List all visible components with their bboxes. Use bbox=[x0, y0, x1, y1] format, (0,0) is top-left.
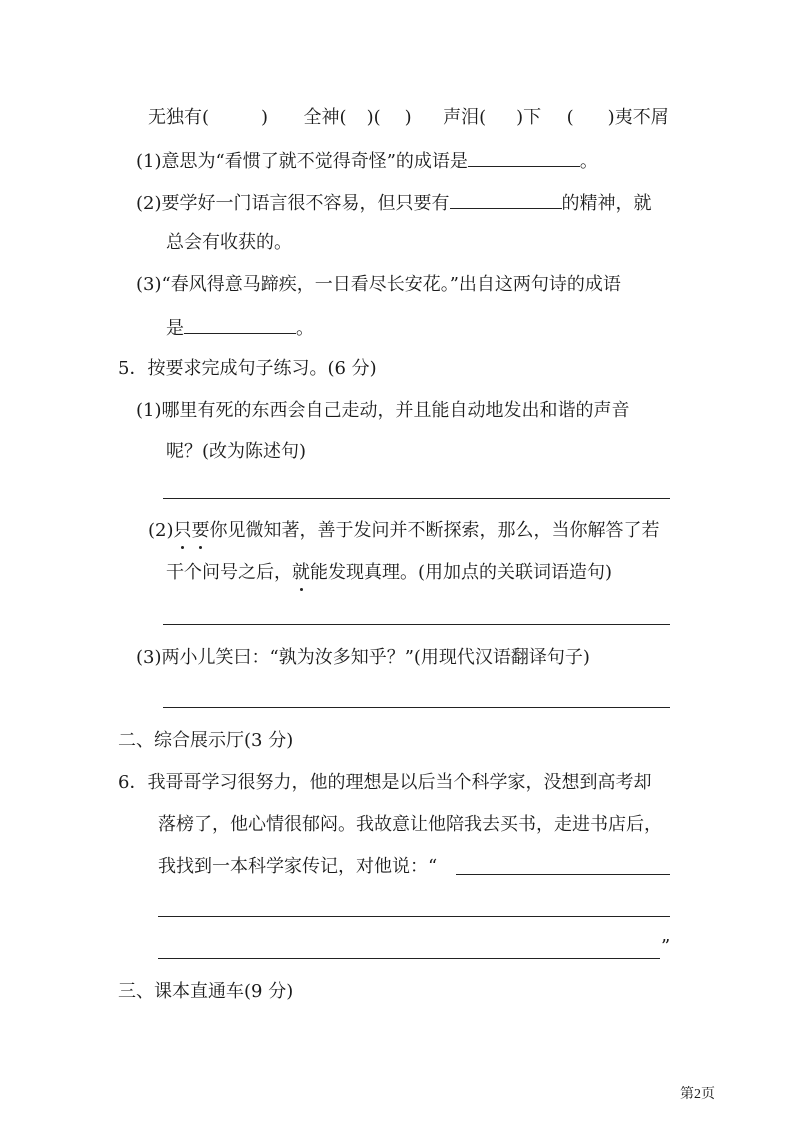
q5-item-1-line1: (1)哪里有死的东西会自己走动，并且能自动地发出和谐的声音 bbox=[136, 400, 630, 421]
q4-item-2-cont: 总会有收获的。 bbox=[166, 232, 292, 253]
q5-item-2-line2: 干个问号之后，就能发现真理。(用加点的关联词语造句) bbox=[166, 562, 613, 583]
q5-title: 5．按要求完成句子练习。(6 分) bbox=[118, 358, 377, 379]
answer-line-q6-2[interactable] bbox=[158, 916, 670, 917]
q4-item-1: (1)意思为“看惯了就不觉得奇怪”的成语是 。 bbox=[136, 148, 598, 172]
idiom-1: 无独有( ) bbox=[148, 107, 269, 128]
q6-line2: 落榜了，他心情很郁闷。我故意让他陪我去买书，走进书店后， bbox=[158, 814, 662, 835]
idiom-4: ( )夷不屑 bbox=[566, 107, 669, 128]
answer-line-q5-1[interactable] bbox=[163, 498, 670, 499]
idiom-2: 全神( )( ) bbox=[303, 107, 412, 128]
emphasis-dot-char: 只 bbox=[173, 520, 192, 541]
section-2-title: 二、综合展示厅(3 分) bbox=[118, 730, 294, 751]
q6-line3: 我找到一本科学家传记，对他说：“ bbox=[158, 856, 438, 877]
answer-line-q6-3[interactable] bbox=[158, 958, 660, 959]
idiom-row bbox=[148, 106, 669, 130]
answer-line-q5-2[interactable] bbox=[163, 624, 670, 625]
q5-item-3-line1: (3)两小儿笑曰：“孰为汝多知乎？”(用现代汉语翻译句子) bbox=[136, 647, 590, 668]
section-3-title: 三、课本直通车(9 分) bbox=[118, 981, 294, 1002]
idiom-3: 声泪( )下 bbox=[443, 107, 542, 128]
answer-blank[interactable] bbox=[468, 148, 580, 167]
q4-item-3: (3)“春风得意马蹄疾，一日看尽长安花。”出自这两句诗的成语 bbox=[136, 274, 621, 295]
page-number: 第2页 bbox=[680, 1087, 715, 1102]
answer-blank[interactable] bbox=[450, 190, 562, 209]
answer-line-q6-1[interactable] bbox=[456, 874, 670, 875]
q6-line1: 6．我哥哥学习很努力，他的理想是以后当个科学家，没想到高考却 bbox=[118, 772, 652, 793]
answer-blank[interactable] bbox=[184, 315, 296, 334]
q5-item-1-line2: 呢？(改为陈述句) bbox=[166, 441, 307, 462]
q4-item-2: (2)要学好一门语言很不容易，但只要有 的精神，就 bbox=[136, 190, 652, 214]
q4-item-3-cont: 是 。 bbox=[166, 315, 314, 339]
close-quote: ” bbox=[661, 936, 671, 957]
emphasis-dot-char: 要 bbox=[191, 520, 210, 541]
emphasis-dot-char: 就 bbox=[292, 562, 310, 583]
answer-line-q5-3[interactable] bbox=[163, 707, 670, 708]
q5-item-2-line1: (2)只要你见微知著，善于发问并不断探索，那么，当你解答了若 bbox=[148, 520, 660, 541]
